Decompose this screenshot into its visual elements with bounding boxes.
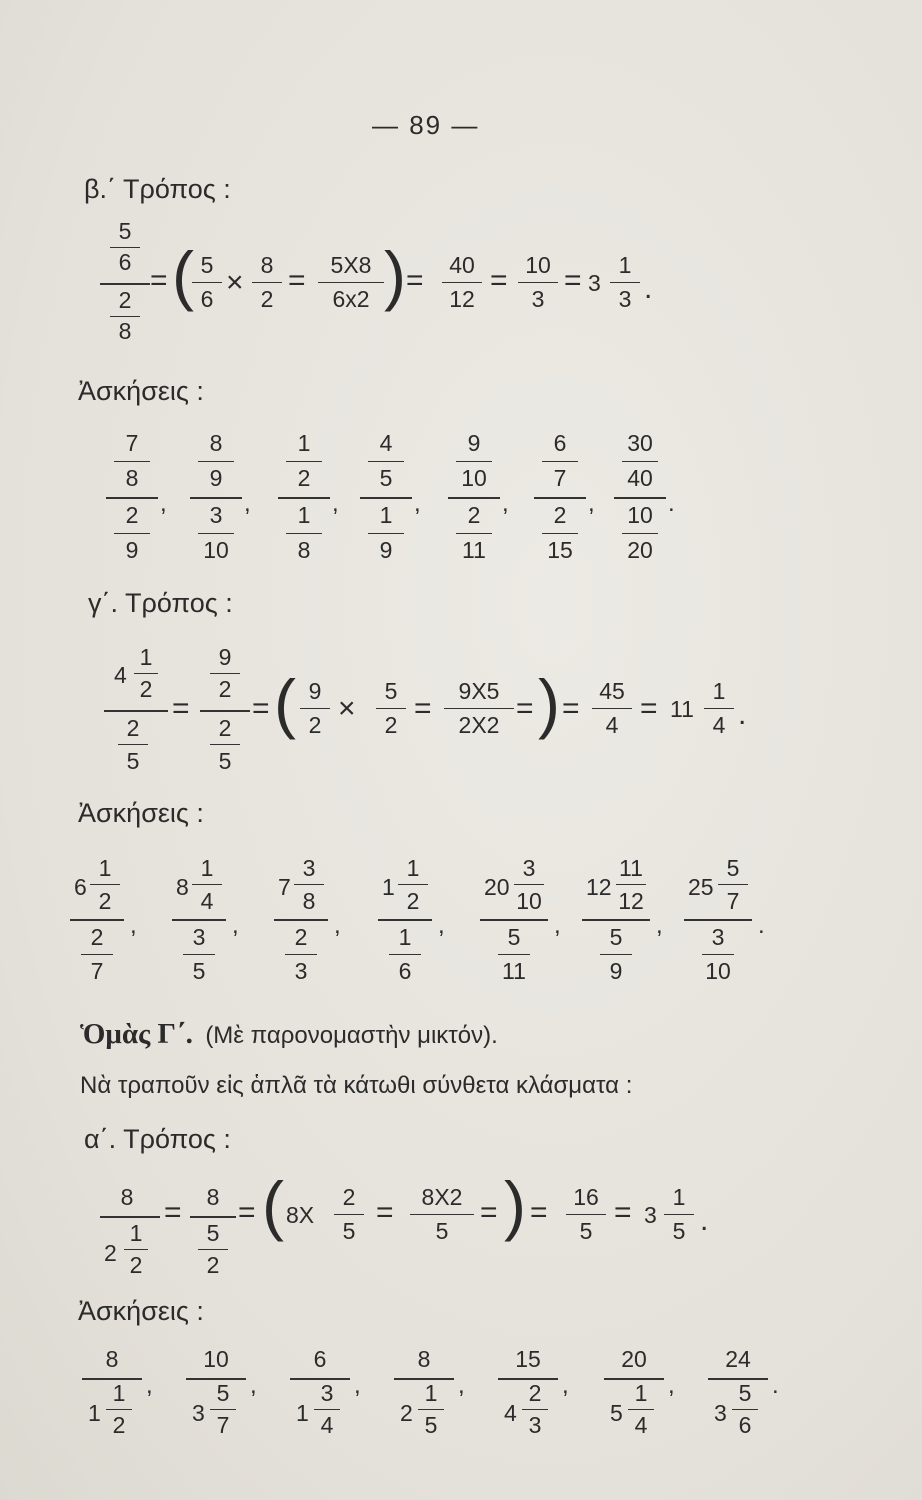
- main-fraction-bar: [360, 497, 412, 499]
- section-beta-heading: β.΄ Τρόπος :: [84, 174, 231, 204]
- fraction-bar: [81, 954, 113, 955]
- fraction-bar: [704, 708, 734, 709]
- fraction-denominator: 11: [462, 537, 486, 563]
- fraction-denominator: 9: [379, 537, 393, 563]
- fraction-bar: [592, 708, 632, 709]
- fraction-bar: [210, 673, 240, 674]
- fraction-bar: [285, 954, 317, 955]
- fraction-numerator: 1: [297, 430, 311, 456]
- main-fraction-bar: [70, 919, 124, 921]
- equals-sign: =: [640, 692, 658, 725]
- group-c-subtitle: (Μὲ παρονομαστὴν μικτόν).: [205, 1022, 498, 1049]
- fraction-bar: [192, 282, 222, 283]
- whole-number: 8: [176, 874, 189, 900]
- fraction-denominator: 4: [712, 712, 726, 738]
- comma: ,: [562, 1372, 569, 1399]
- fraction-denominator: 20: [627, 537, 653, 563]
- fraction-denominator: 7: [90, 958, 104, 984]
- main-fraction-bar: [172, 919, 226, 921]
- fraction-denominator: 2: [129, 1252, 143, 1278]
- whole-number: 3: [714, 1400, 727, 1426]
- fraction-bar: [314, 1409, 340, 1410]
- equals-sign: =: [530, 1196, 548, 1229]
- main-fraction-bar: [106, 497, 158, 499]
- equals-sign: =: [414, 692, 432, 725]
- fraction-numerator: 5: [118, 218, 132, 244]
- fraction-denominator: 12: [449, 286, 475, 312]
- fraction-numerator: 2: [218, 715, 232, 741]
- fraction-denominator: 2: [218, 676, 232, 702]
- main-fraction-bar: [614, 497, 666, 499]
- times-sign: ×: [338, 692, 356, 725]
- fraction-numerator: 1: [139, 644, 153, 670]
- comma: ,: [332, 490, 339, 517]
- fraction-denominator: 2: [297, 465, 311, 491]
- fraction-numerator: 6: [313, 1346, 327, 1372]
- fraction-denominator: 6: [118, 249, 132, 275]
- fraction-denominator: 5: [342, 1218, 356, 1244]
- fraction-numerator: 8: [209, 430, 223, 456]
- comma: ,: [438, 912, 445, 939]
- whole-number: 3: [192, 1400, 205, 1426]
- fraction-numerator: 8: [417, 1346, 431, 1372]
- fraction-denominator: 4: [605, 712, 619, 738]
- fraction-bar: [702, 954, 734, 955]
- fraction-bar: [622, 533, 658, 534]
- fraction-bar: [106, 1409, 132, 1410]
- comma: ,: [414, 490, 421, 517]
- whole-number: 12: [586, 874, 612, 900]
- fraction-bar: [286, 461, 322, 462]
- group-c-title: Ὁμὰς Γ΄.: [80, 1018, 193, 1050]
- fraction-bar: [718, 884, 748, 885]
- main-fraction-bar: [104, 710, 168, 712]
- equals-sign: =: [480, 1196, 498, 1229]
- fraction-bar: [318, 282, 384, 283]
- fraction-numerator: 8: [120, 1184, 134, 1210]
- period: .: [738, 698, 747, 731]
- comma: ,: [244, 490, 251, 517]
- fraction-numerator: 3: [320, 1380, 334, 1406]
- main-fraction-bar: [534, 497, 586, 499]
- fraction-numerator: 1: [406, 855, 420, 881]
- fraction-bar: [498, 954, 530, 955]
- fraction-denominator: 12: [618, 888, 644, 914]
- fraction-numerator: 3: [192, 924, 206, 950]
- fraction-denominator: 6: [398, 958, 412, 984]
- period: .: [700, 1204, 709, 1237]
- period: .: [772, 1372, 779, 1399]
- whole-number: 2: [104, 1240, 117, 1266]
- main-fraction-bar: [190, 497, 242, 499]
- period: .: [668, 490, 675, 517]
- main-fraction-bar: [684, 919, 752, 921]
- fraction-numerator: 11: [619, 855, 643, 881]
- fraction-numerator: 2: [118, 287, 132, 313]
- fraction-numerator: 8: [206, 1184, 220, 1210]
- equals-sign: =: [516, 692, 534, 725]
- fraction-denominator: 2: [206, 1252, 220, 1278]
- comma: ,: [502, 490, 509, 517]
- whole-number: 4: [504, 1400, 517, 1426]
- equals-sign: =: [490, 264, 508, 297]
- main-fraction-bar: [582, 919, 650, 921]
- fraction-numerator: 5: [609, 924, 623, 950]
- open-paren: (: [274, 666, 296, 740]
- fraction-numerator: 20: [621, 1346, 647, 1372]
- period: .: [758, 912, 765, 939]
- fraction-bar: [134, 673, 158, 674]
- fraction-numerator: 10: [525, 252, 551, 278]
- fraction-numerator: 15: [515, 1346, 541, 1372]
- equals-sign: =: [172, 692, 190, 725]
- whole-number: 1: [296, 1400, 309, 1426]
- fraction-numerator: 8X2: [421, 1184, 463, 1210]
- fraction-denominator: 7: [553, 465, 567, 491]
- main-fraction-bar: [100, 1216, 160, 1218]
- fraction-denominator: 5: [435, 1218, 449, 1244]
- fraction-denominator: 3: [618, 286, 632, 312]
- group-c-instruction: Νὰ τραποῦν εἰς ἁπλᾶ τὰ κάτωθι σύνθετα κλάσματα :: [80, 1072, 633, 1099]
- fraction-denominator: 7: [216, 1412, 230, 1438]
- comma: ,: [130, 912, 137, 939]
- whole-number: 7: [278, 874, 291, 900]
- fraction-bar: [368, 533, 404, 534]
- whole-number: 2: [400, 1400, 413, 1426]
- fraction-numerator: 16: [573, 1184, 599, 1210]
- fraction-bar: [114, 533, 150, 534]
- fraction-numerator: 2: [126, 715, 140, 741]
- fraction-denominator: 4: [320, 1412, 334, 1438]
- fraction-bar: [600, 954, 632, 955]
- alpha-exercises-heading: Ἀσκήσεις :: [78, 1296, 204, 1326]
- fraction-denominator: 15: [547, 537, 573, 563]
- whole-number: 3: [588, 270, 601, 296]
- fraction-numerator: 9: [308, 678, 322, 704]
- multiplier: 8X: [286, 1202, 315, 1228]
- fraction-denominator: 7: [726, 888, 740, 914]
- fraction-bar: [110, 316, 140, 317]
- whole-number: 5: [610, 1400, 623, 1426]
- comma: ,: [334, 912, 341, 939]
- fraction-numerator: 1: [297, 502, 311, 528]
- fraction-denominator: 8: [302, 888, 316, 914]
- open-paren: (: [262, 1168, 284, 1242]
- fraction-bar: [410, 1214, 474, 1215]
- main-fraction-bar: [378, 919, 432, 921]
- fraction-bar: [110, 247, 140, 248]
- close-paren: ): [384, 238, 406, 312]
- fraction-bar: [334, 1214, 364, 1215]
- fraction-denominator: 3: [528, 1412, 542, 1438]
- fraction-numerator: 2: [125, 502, 139, 528]
- equals-sign: =: [150, 264, 168, 297]
- fraction-denominator: 11: [502, 958, 526, 984]
- fraction-bar: [124, 1249, 148, 1250]
- fraction-bar: [286, 533, 322, 534]
- fraction-numerator: 8: [260, 252, 274, 278]
- fraction-bar: [183, 954, 215, 955]
- fraction-numerator: 8: [105, 1346, 119, 1372]
- main-fraction-bar: [480, 919, 548, 921]
- fraction-bar: [198, 533, 234, 534]
- fraction-bar: [542, 461, 578, 462]
- fraction-denominator: 3: [294, 958, 308, 984]
- fraction-denominator: 5: [126, 748, 140, 774]
- fraction-numerator: 1: [712, 678, 726, 704]
- fraction-bar: [210, 1409, 236, 1410]
- comma: ,: [458, 1372, 465, 1399]
- page-number: — 89 —: [372, 110, 480, 140]
- fraction-denominator: 6: [200, 286, 214, 312]
- fraction-bar: [376, 708, 406, 709]
- fraction-numerator: 4: [379, 430, 393, 456]
- fraction-numerator: 5: [738, 1380, 752, 1406]
- fraction-denominator: 9: [209, 465, 223, 491]
- fraction-numerator: 40: [449, 252, 475, 278]
- fraction-numerator: 1: [618, 252, 632, 278]
- fraction-numerator: 24: [725, 1346, 751, 1372]
- fraction-denominator: 4: [200, 888, 214, 914]
- fraction-bar: [252, 282, 282, 283]
- close-paren: ): [504, 1168, 526, 1242]
- whole-number: 6: [74, 874, 87, 900]
- comma: ,: [656, 912, 663, 939]
- fraction-denominator: 5: [379, 465, 393, 491]
- fraction-bar: [456, 461, 492, 462]
- fraction-numerator: 2: [294, 924, 308, 950]
- fraction-numerator: 3: [711, 924, 725, 950]
- fraction-bar: [294, 884, 324, 885]
- times-sign: ×: [226, 266, 244, 299]
- fraction-bar: [418, 1409, 444, 1410]
- equals-sign: =: [376, 1196, 394, 1229]
- equals-sign: =: [238, 1196, 256, 1229]
- whole-number: 11: [670, 696, 694, 722]
- equals-sign: =: [564, 264, 582, 297]
- fraction-bar: [192, 884, 222, 885]
- fraction-numerator: 30: [627, 430, 653, 456]
- fraction-numerator: 5: [216, 1380, 230, 1406]
- equals-sign: =: [562, 692, 580, 725]
- whole-number: 25: [688, 874, 714, 900]
- fraction-numerator: 3: [522, 855, 536, 881]
- fraction-denominator: 2X2: [458, 712, 500, 738]
- fraction-bar: [118, 744, 148, 745]
- comma: ,: [554, 912, 561, 939]
- whole-number: 3: [644, 1202, 657, 1228]
- fraction-denominator: 10: [705, 958, 731, 984]
- comma: ,: [160, 490, 167, 517]
- equals-sign: =: [406, 264, 424, 297]
- fraction-numerator: 9: [218, 644, 232, 670]
- fraction-numerator: 1: [398, 924, 412, 950]
- fraction-denominator: 5: [672, 1218, 686, 1244]
- fraction-bar: [198, 1249, 228, 1250]
- fraction-denominator: 9: [609, 958, 623, 984]
- fraction-denominator: 5: [579, 1218, 593, 1244]
- beta-exercises-heading: Ἀσκήσεις :: [78, 376, 204, 406]
- equals-sign: =: [252, 692, 270, 725]
- fraction-bar: [114, 461, 150, 462]
- fraction-denominator: 10: [516, 888, 542, 914]
- fraction-bar: [444, 708, 514, 709]
- fraction-denominator: 2: [112, 1412, 126, 1438]
- fraction-denominator: 3: [531, 286, 545, 312]
- fraction-bar: [210, 744, 240, 745]
- fraction-denominator: 5: [218, 748, 232, 774]
- fraction-bar: [518, 282, 558, 283]
- fraction-denominator: 2: [260, 286, 274, 312]
- fraction-numerator: 1: [129, 1220, 143, 1246]
- fraction-denominator: 6x2: [332, 286, 370, 312]
- fraction-numerator: 5: [726, 855, 740, 881]
- fraction-numerator: 1: [379, 502, 393, 528]
- fraction-bar: [542, 533, 578, 534]
- fraction-numerator: 45: [599, 678, 625, 704]
- comma: ,: [354, 1372, 361, 1399]
- open-paren: (: [172, 238, 194, 312]
- comma: ,: [146, 1372, 153, 1399]
- equals-sign: =: [164, 1196, 182, 1229]
- main-fraction-bar: [448, 497, 500, 499]
- fraction-bar: [90, 884, 120, 885]
- close-paren: ): [538, 666, 560, 740]
- fraction-bar: [198, 461, 234, 462]
- fraction-denominator: 6: [738, 1412, 752, 1438]
- fraction-denominator: 5: [424, 1412, 438, 1438]
- fraction-bar: [628, 1409, 654, 1410]
- section-gamma-heading: γ΄. Τρόπος :: [88, 588, 233, 618]
- fraction-bar: [616, 884, 646, 885]
- comma: ,: [588, 490, 595, 517]
- fraction-numerator: 10: [627, 502, 653, 528]
- group-c-heading: [80, 1018, 498, 1051]
- fraction-denominator: 10: [461, 465, 487, 491]
- fraction-bar: [566, 1214, 606, 1215]
- fraction-bar: [664, 1214, 694, 1215]
- whole-number: 4: [114, 662, 127, 688]
- fraction-bar: [300, 708, 330, 709]
- fraction-numerator: 1: [672, 1184, 686, 1210]
- fraction-numerator: 10: [203, 1346, 229, 1372]
- fraction-bar: [398, 884, 428, 885]
- main-fraction-bar: [200, 710, 250, 712]
- fraction-numerator: 5: [384, 678, 398, 704]
- fraction-denominator: 5: [192, 958, 206, 984]
- fraction-numerator: 1: [112, 1380, 126, 1406]
- comma: ,: [250, 1372, 257, 1399]
- fraction-denominator: 8: [125, 465, 139, 491]
- fraction-numerator: 6: [553, 430, 567, 456]
- fraction-denominator: 2: [98, 888, 112, 914]
- main-fraction-bar: [274, 919, 328, 921]
- fraction-numerator: 2: [90, 924, 104, 950]
- fraction-numerator: 1: [98, 855, 112, 881]
- whole-number: 20: [484, 874, 510, 900]
- fraction-denominator: 8: [297, 537, 311, 563]
- fraction-denominator: 2: [308, 712, 322, 738]
- fraction-numerator: 2: [467, 502, 481, 528]
- main-fraction-bar: [190, 1216, 236, 1218]
- fraction-denominator: 2: [139, 676, 153, 702]
- fraction-numerator: 2: [553, 502, 567, 528]
- fraction-denominator: 2: [384, 712, 398, 738]
- whole-number: 1: [88, 1400, 101, 1426]
- fraction-numerator: 5X8: [330, 252, 372, 278]
- period: .: [644, 272, 653, 305]
- fraction-denominator: 9: [125, 537, 139, 563]
- fraction-numerator: 1: [424, 1380, 438, 1406]
- fraction-denominator: 40: [627, 465, 653, 491]
- fraction-bar: [514, 884, 544, 885]
- equals-sign: =: [288, 264, 306, 297]
- fraction-numerator: 9: [467, 430, 481, 456]
- fraction-numerator: 2: [342, 1184, 356, 1210]
- fraction-bar: [389, 954, 421, 955]
- fraction-bar: [610, 282, 640, 283]
- fraction-bar: [456, 533, 492, 534]
- whole-number: 1: [382, 874, 395, 900]
- fraction-numerator: 9X5: [458, 678, 500, 704]
- fraction-denominator: 10: [203, 537, 229, 563]
- fraction-numerator: 1: [200, 855, 214, 881]
- fraction-bar: [368, 461, 404, 462]
- fraction-numerator: 7: [125, 430, 139, 456]
- fraction-numerator: 5: [206, 1220, 220, 1246]
- fraction-bar: [622, 461, 658, 462]
- fraction-denominator: 8: [118, 318, 132, 344]
- main-fraction-bar: [278, 497, 330, 499]
- fraction-denominator: 4: [634, 1412, 648, 1438]
- comma: ,: [232, 912, 239, 939]
- main-fraction-bar: [100, 283, 150, 285]
- fraction-bar: [732, 1409, 758, 1410]
- gamma-exercises-heading: Ἀσκήσεις :: [78, 798, 204, 828]
- fraction-numerator: 2: [528, 1380, 542, 1406]
- fraction-bar: [442, 282, 482, 283]
- fraction-numerator: 5: [200, 252, 214, 278]
- fraction-numerator: 3: [209, 502, 223, 528]
- equals-sign: =: [614, 1196, 632, 1229]
- section-alpha-heading: α΄. Τρόπος :: [84, 1124, 231, 1154]
- fraction-numerator: 5: [507, 924, 521, 950]
- fraction-numerator: 3: [302, 855, 316, 881]
- fraction-numerator: 1: [634, 1380, 648, 1406]
- comma: ,: [668, 1372, 675, 1399]
- fraction-bar: [522, 1409, 548, 1410]
- fraction-denominator: 2: [406, 888, 420, 914]
